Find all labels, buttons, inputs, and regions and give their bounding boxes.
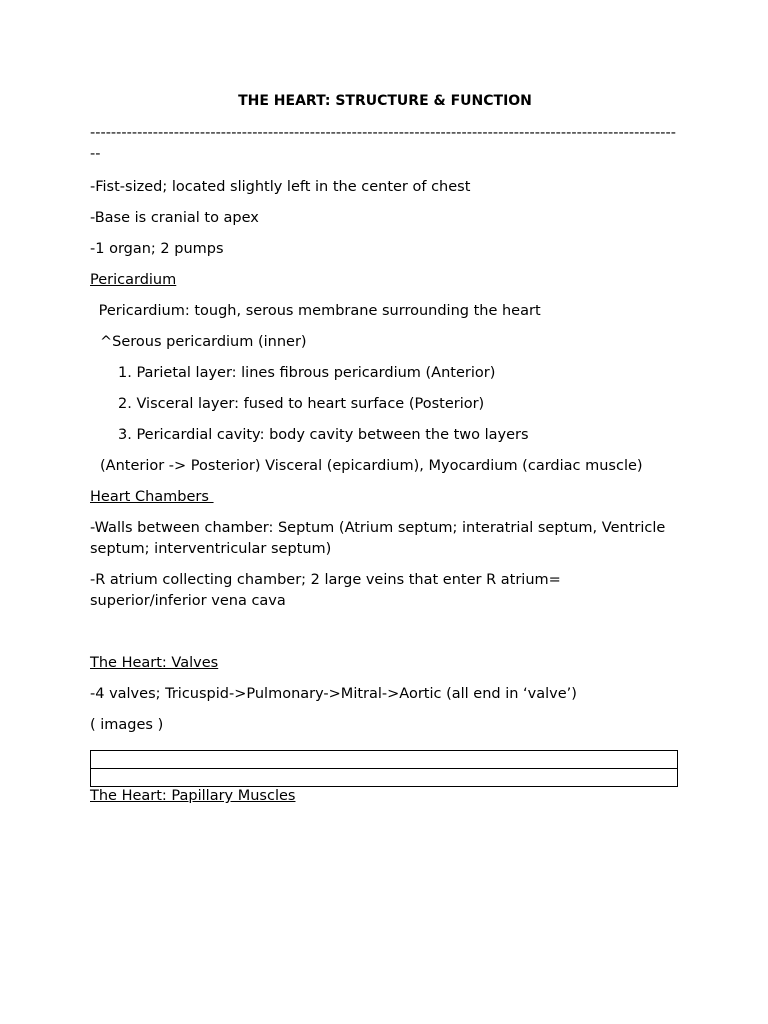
horizontal-rule: ------------------------------------------------------------------------------------------------------------------ — [90, 125, 677, 162]
pericardium-layer-item: 3. Pericardial cavity: body cavity between the two layers — [118, 427, 529, 443]
intro-line: -Fist-sized; located slightly left in the center of chest — [90, 179, 471, 195]
table-row — [91, 769, 678, 787]
pericardium-layer-item: 2. Visceral layer: fused to heart surface (Posterior) — [118, 396, 485, 412]
document-title: THE HEART: STRUCTURE & FUNCTION — [238, 93, 532, 109]
images-placeholder-note: ( images ) — [90, 717, 164, 733]
section-heading-pericardium: Pericardium — [90, 272, 177, 288]
intro-line: -Base is cranial to apex — [90, 210, 259, 226]
document-body — [90, 93, 680, 815]
section-heading-chambers: Heart Chambers — [90, 489, 214, 505]
layer-order-note: (Anterior -> Posterior) Visceral (epicardium), Myocardium (cardiac muscle) — [100, 458, 643, 474]
table-row — [91, 751, 678, 769]
empty-table — [90, 750, 678, 787]
blank-line — [90, 622, 680, 643]
section-heading-papillary: The Heart: Papillary Muscles — [90, 788, 296, 804]
intro-line: -1 organ; 2 pumps — [90, 241, 224, 257]
chambers-r-atrium-text: -R atrium collecting chamber; 2 large veins that enter R atrium= superior/inferior vena cava — [90, 572, 561, 609]
section-heading-valves: The Heart: Valves — [90, 655, 219, 671]
pericardium-layer-item: 1. Parietal layer: lines fibrous pericardium (Anterior) — [118, 365, 496, 381]
table-cell — [91, 769, 678, 787]
valves-list-text: -4 valves; Tricuspid->Pulmonary->Mitral->Aortic (all end in ‘valve’) — [90, 686, 577, 702]
serous-pericardium-note: ^Serous pericardium (inner) — [100, 334, 307, 350]
pericardium-definition: Pericardium: tough, serous membrane surrounding the heart — [94, 303, 541, 319]
table-cell — [91, 751, 678, 769]
chambers-walls-text: -Walls between chamber: Septum (Atrium septum; interatrial septum, Ventricle septum; interventricular septum) — [90, 520, 666, 557]
